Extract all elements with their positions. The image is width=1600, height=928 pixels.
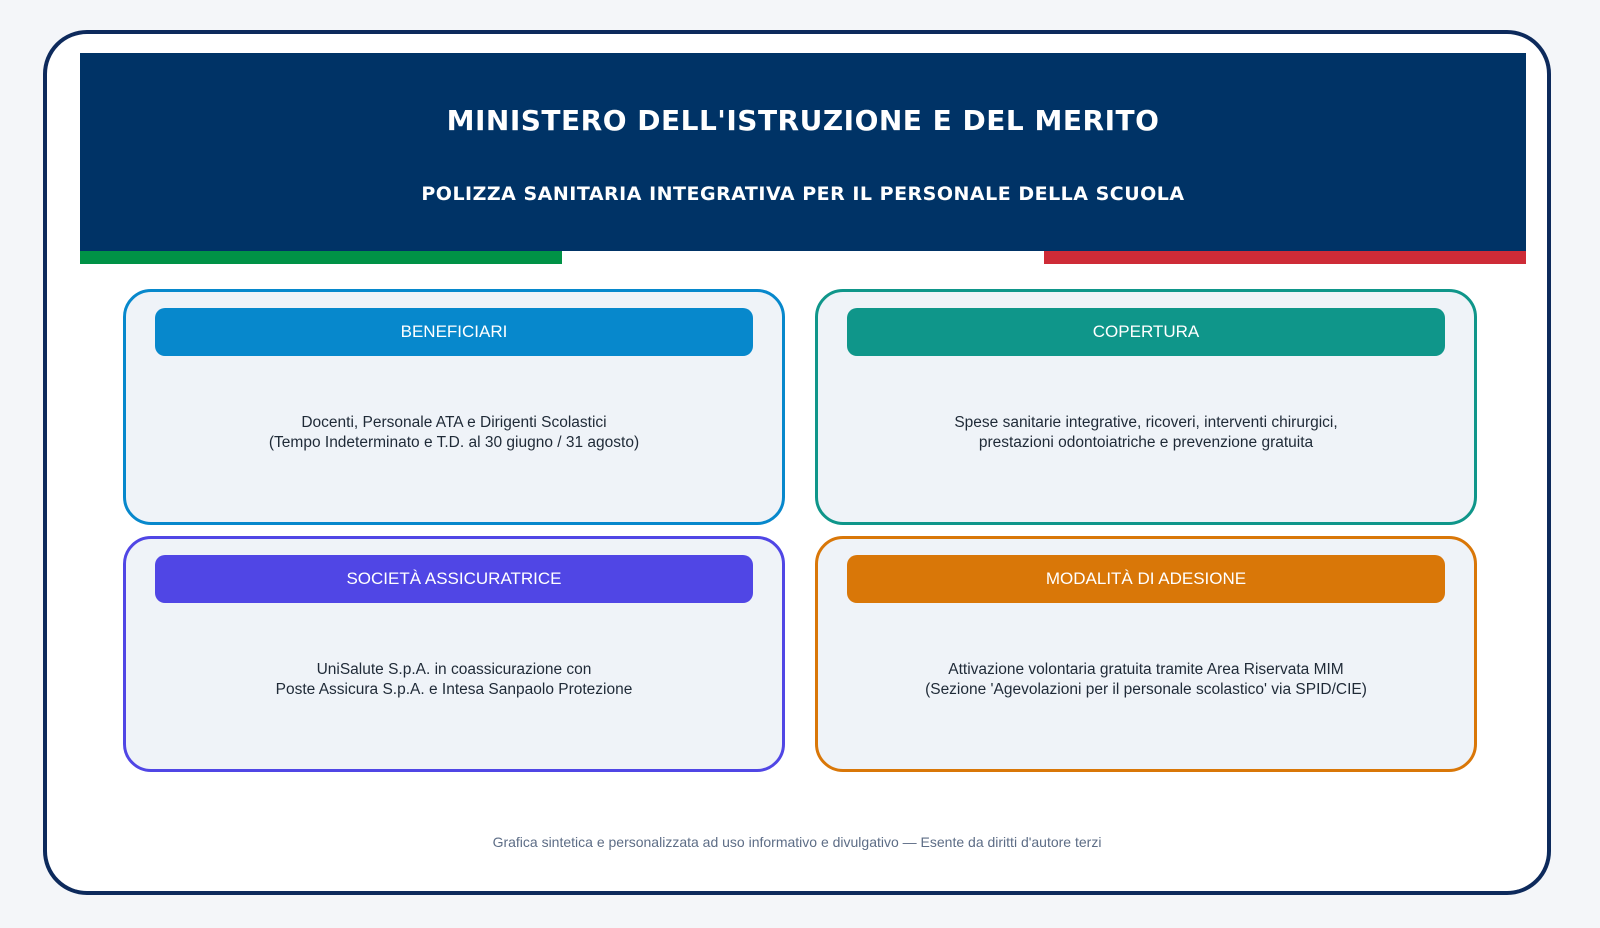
card-body xyxy=(126,413,782,453)
card-text-line: prestazioni odontoiatriche e prevenzione gratuita xyxy=(978,434,1314,451)
card-text-line: Attivazione volontaria gratuita tramite Area Riservata MIM xyxy=(948,661,1344,678)
card-body xyxy=(818,660,1474,700)
card-title-pill xyxy=(155,308,753,356)
header-banner xyxy=(80,53,1526,251)
flag-red-band xyxy=(1044,251,1526,264)
card-copertura xyxy=(815,289,1477,525)
card-text-line: Spese sanitarie integrative, ricoveri, interventi chirurgici, xyxy=(954,414,1338,431)
page-title: MINISTERO DELL'ISTRUZIONE E DEL MERITO xyxy=(446,104,1160,137)
flag-white-band xyxy=(562,251,1044,264)
infographic-frame xyxy=(43,30,1551,895)
card-text-line: (Sezione 'Agevolazioni per il personale scolastico' via SPID/CIE) xyxy=(925,681,1367,698)
card-title-pill xyxy=(847,308,1445,356)
card-modalita-adesione xyxy=(815,536,1477,772)
card-body xyxy=(126,660,782,700)
card-title-pill xyxy=(155,555,753,603)
card-title: BENEFICIARI xyxy=(400,322,508,341)
flag-green-band xyxy=(80,251,562,264)
card-title-pill xyxy=(847,555,1445,603)
card-text-line: (Tempo Indeterminato e T.D. al 30 giugno / 31 agosto) xyxy=(268,434,640,451)
card-text-line: UniSalute S.p.A. in coassicurazione con xyxy=(316,661,592,678)
card-title: MODALITÀ DI ADESIONE xyxy=(1045,569,1247,588)
card-title: COPERTURA xyxy=(1092,322,1200,341)
card-title: SOCIETÀ ASSICURATRICE xyxy=(346,569,562,588)
card-societa-assicuratrice xyxy=(123,536,785,772)
footer-note: Grafica sintetica e personalizzata ad uso informativo e divulgativo — Esente da diritti d'autore terzi xyxy=(492,834,1102,850)
card-body xyxy=(818,413,1474,453)
page-subtitle: POLIZZA SANITARIA INTEGRATIVA PER IL PERSONALE DELLA SCUOLA xyxy=(421,183,1185,205)
italian-flag-stripe xyxy=(80,251,1526,264)
card-text-line: Docenti, Personale ATA e Dirigenti Scolastici xyxy=(301,414,607,431)
card-text-line: Poste Assicura S.p.A. e Intesa Sanpaolo Protezione xyxy=(275,681,633,698)
card-beneficiari xyxy=(123,289,785,525)
